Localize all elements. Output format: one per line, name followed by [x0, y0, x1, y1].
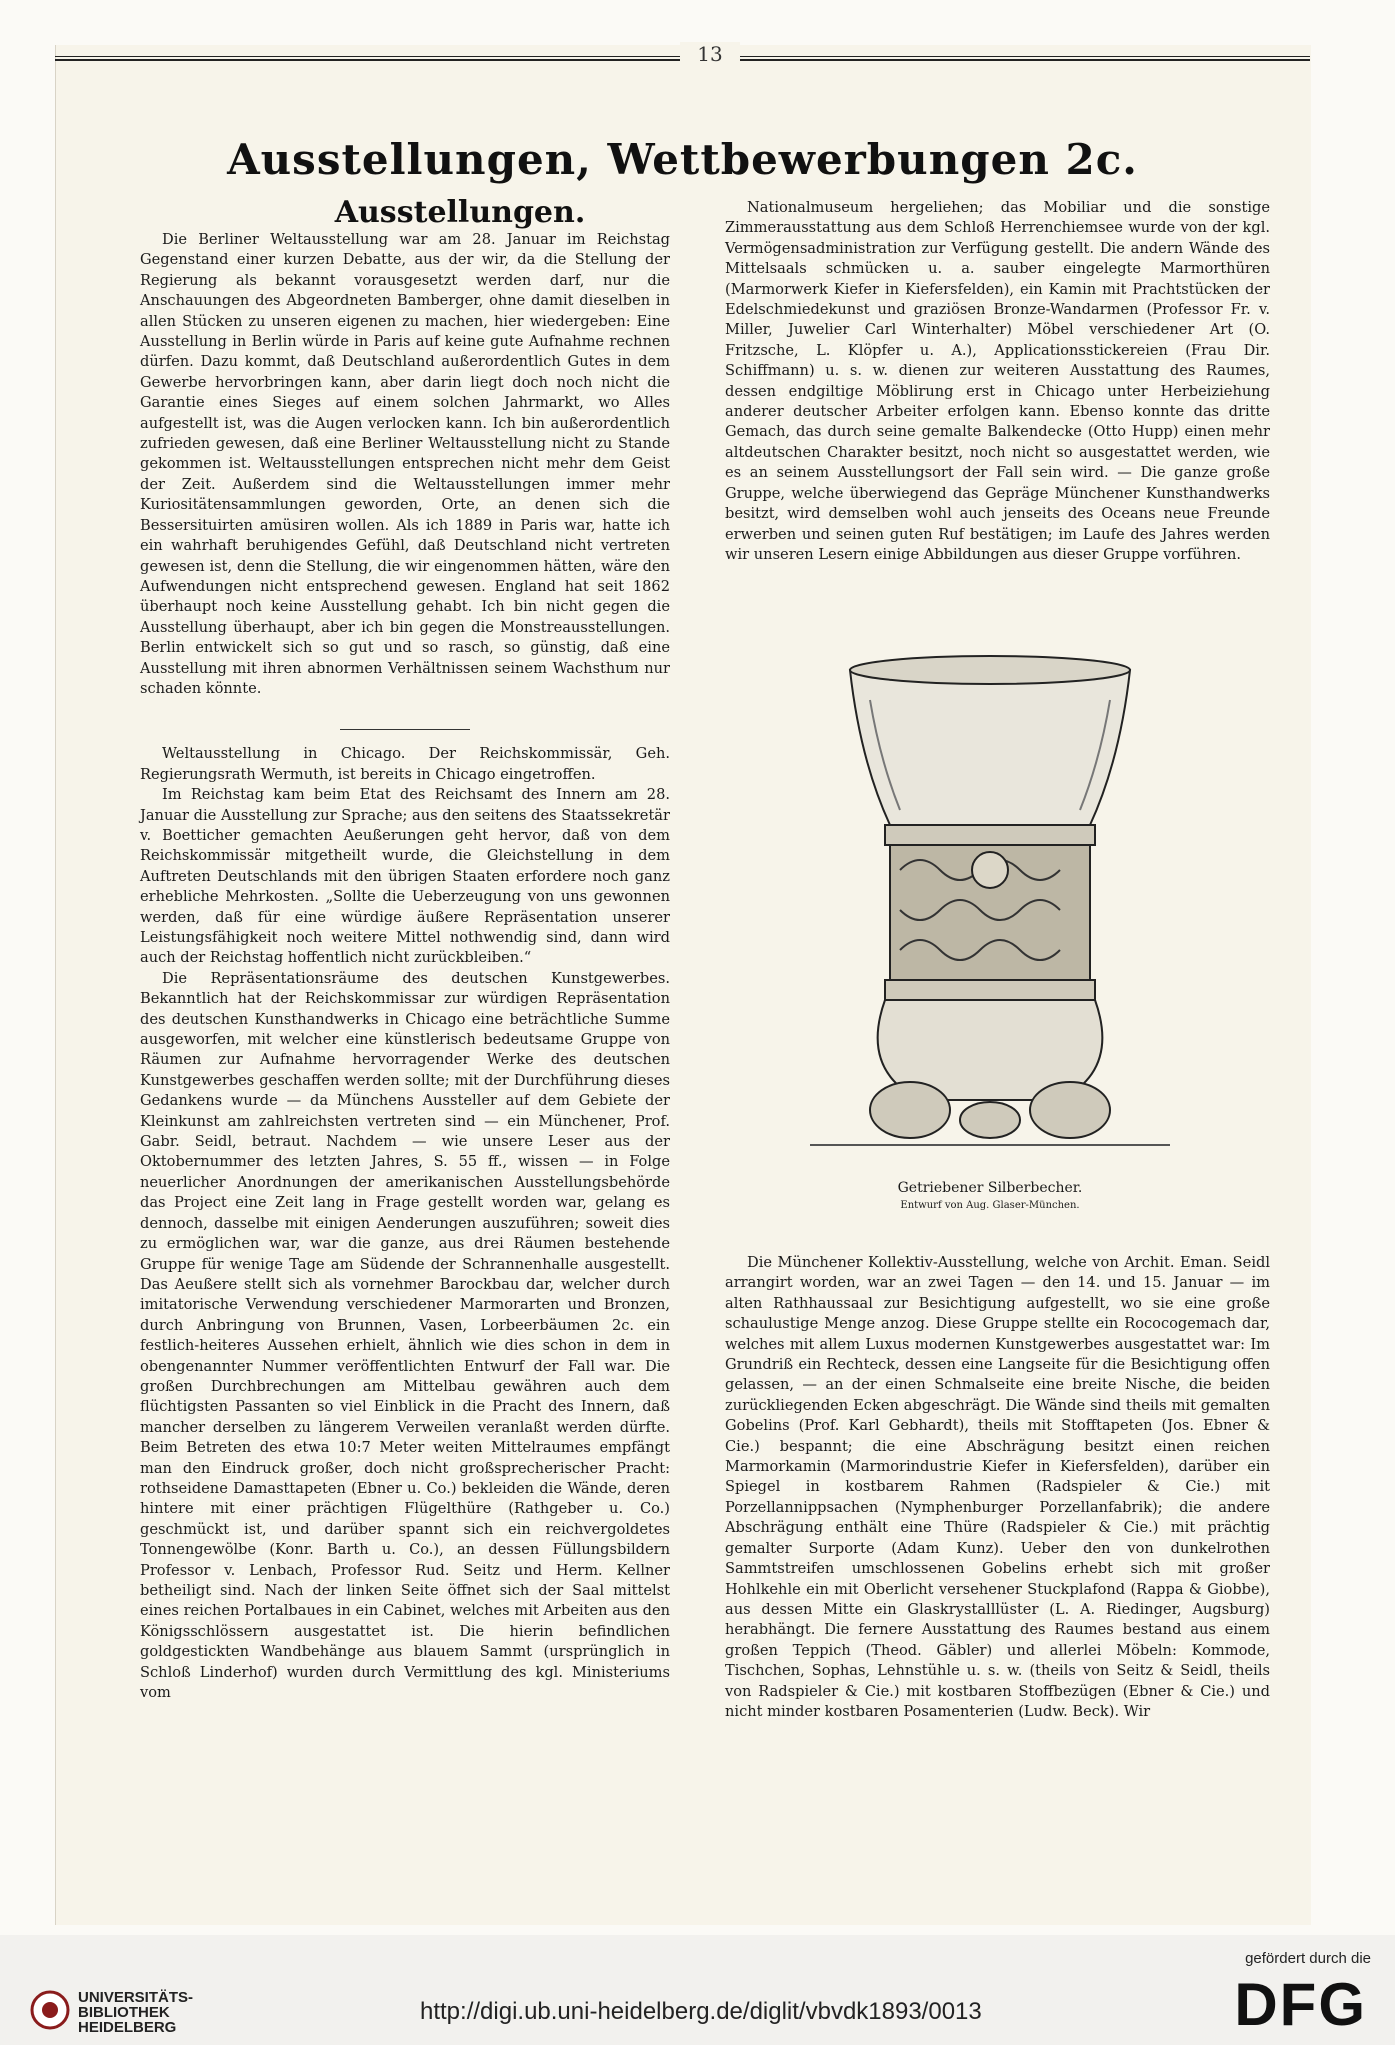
paragraph-representation-rooms: Die Repräsentationsräume des deutschen Kunstgewerbes. Bekanntlich hat der Reichskommissar zur würdigen Repräsentation des deutschen Kunsthandwerks in Chicago eine beträchtliche Summe ausgeworfen, mit welcher eine künstlerisch bedeutsame Gruppe von Räumen zur Aufnahme hervorragender Werke des deutschen Kunstgewerbes geschaffen werden sollte; mit der Durchführung dieses Gedankens wurde — da Münchens Aussteller auf dem Gebiete der Kleinkunst am zahlreichsten vertreten sind — ein Münchener, Prof. Gabr. Seidl, betraut. Nachdem — wie unsere Leser aus der Oktobernummer des letzten Jahres, S. 55 ff., wissen — in Folge neuerlicher Anordnungen der amerikanischen Ausstellungsbehörde das Project eine Zeit lang in Frage gestellt worden war, gelang es dennoch, dasselbe mit einigen Aenderungen auszuführen; soweit dies zu ermöglichen war, war die ganze, aus drei Räumen bestehende Gruppe für wenige Tage am Südende der Schrannenhalle ausgestellt. Das Aeußere stellt sich als vornehmer Barockbau dar, welcher durch imitatorische Verwendung verschiedener Marmorarten und Bronzen, durch Anbringung von Brunnen, Vasen, Lorbeerbäumen 2c. ein festlich-heiteres Aussehen erhielt, ähnlich wie dies schon in dem in obengenannter Nummer veröffentlichten Entwurf der Fall war. Die großen Durchbrechungen am Mittelbau gewähren auch dem flüchtigsten Passanten so viel Einblick in die Pracht des Innern, daß mancher derselben zu längerem Verweilen veranlaßt werden dürfte. Beim Betreten des etwa 10:7 Meter weiten Mittelraumes empfängt man den Eindruck großer, doch nicht großsprecherischer Pracht: rothseidene Damasttapeten (Ebner u. Co.) bekleiden die Wände, deren hintere mit einer prächtigen Flügelthüre (Rathgeber u. Co.) geschmückt ist, und darüber spannt sich ein reichvergoldetes Tonnengewölbe (Konr. Barth u. Co.), an dessen Füllungsbildern Professor v. Lenbach, Professor Rud. Seitz und Herm. Kellner betheiligt sind. Nach der linken Seite öffnet sich der Saal mittelst eines reichen Portalbaues in ein Cabinet, welches mit Arbeiten aus den Königsschlössern ausgestattet ist. Die hierin befindlichen goldgestickten Wandbehänge aus blauem Sammt (ursprünglich in Schloß Linderhof) wurden durch Vermittlung des kgl. Ministeriums vom: [140, 969, 670, 1702]
dfg-logo: DFG: [1234, 1971, 1367, 2038]
institution-name: UNIVERSITÄTS- BIBLIOTHEK HEIDELBERG: [78, 1989, 194, 2036]
left-column: [140, 230, 670, 1703]
footer-bar: [0, 1935, 1395, 2045]
section-title: Ausstellungen.: [334, 195, 586, 230]
funding-note: gefördert durch die: [1245, 1950, 1371, 1967]
paragraph-chicago-exhibition: Weltausstellung in Chicago. Der Reichskommissär, Geh. Regierungsrath Wermuth, ist bereits in Chicago eingetroffen.: [140, 745, 670, 783]
caption-credit: Entwurf von Aug. Glaser-München.: [900, 1200, 1080, 1211]
university-seal-icon: [30, 1990, 70, 2030]
paragraph-berlin-exhibition: Die Berliner Weltausstellung war am 28. Januar im Reichstag Gegenstand einer kurzen Debatte, aus der wir, da die Stellung der Regierung als bekannt vorausgesetzt werden darf, nur die Anschauungen des Abgeordneten Bamberger, ohne damit dieselben in allen Stücken zu unseren eigenen zu machen, hier wiedergeben: Eine Ausstellung in Berlin würde in Paris auf keine gute Aufnahme rechnen dürfen. Dazu kommt, daß Deutschland außerordentlich Gutes in dem Gewerbe hervorbringen kann, aber darin liegt doch noch nicht die Garantie eines Sieges auf einem solchen Jahrmarkt, wo Alles aufgestellt ist, was die Augen verlocken kann. Ich bin außerordentlich zufrieden gewesen, daß eine Berliner Weltausstellung nicht zu Stande gekommen ist. Weltausstellungen entsprechen nicht mehr dem Geist der Zeit. Außerdem sind die Weltausstellungen immer mehr Kuriositätensammlungen geworden, Orte, an denen sich die Bessersituirten amüsiren wollen. Als ich 1889 in Paris war, hatte ich ein wahrhaft beruhigendes Gefühl, daß Deutschland nicht vertreten gewesen ist, denn die Stellung, die wir eingenommen hätten, wäre den Aufwendungen nicht entsprechend gewesen. England hat seit 1862 überhaupt noch keine Ausstellung gehabt. Ich bin nicht gegen die Ausstellung überhaupt, aber ich bin gegen die Monstreausstellungen. Berlin entwickelt sich so gut und so rasch, so günstig, daß eine Ausstellung mit ihren abnormen Verhältnissen seinem Wachsthum nur schaden könnte.: [140, 231, 670, 697]
caption-title: Getriebener Silberbecher.: [897, 1180, 1083, 1196]
paragraph-national-museum: Nationalmuseum hergeliehen; das Mobiliar und die sonstige Zimmerausstattung aus dem Schloß Herrenchiemsee wurde von der kgl. Vermögensadministration zur Verfügung gestellt. Die andern Wände des Mittelsaals schmücken u. a. sauber eingelegte Marmorthüren (Marmorwerk Kiefer in Kiefersfelden), ein Kamin mit Prachtstücken der Edelschmiedekunst und graziösen Bronze-Wandarmen (Professor Fr. v. Miller, Juwelier Carl Winterhalter) Möbel verschiedener Art (O. Fritzsche, L. Klöpfer u. A.), Applicationsstickereien (Frau Dir. Schiffmann) u. s. w. dienen zur weiteren Ausstattung des Raumes, dessen endgiltige Möblirung erst in Chicago unter Herbeiziehung anderer deutscher Arbeiter erfolgen kann. Ebenso konnte das dritte Gemach, das durch seine gemalte Balkendecke (Otto Hupp) einen mehr altdeutschen Charakter besitzt, noch nicht so ausgestattet werden, wie es an seinem Ausstellungsort der Fall sein wird. — Die ganze große Gruppe, welche überwiegend das Gepräge Münchener Kunsthandwerks besitzt, wird demselben wohl auch jenseits des Oceans neue Freunde erwerben und seinen guten Ruf bestätigen; im Laufe des Jahres werden wir unseren Lesern einige Abbildungen aus dieser Gruppe vorführen.: [725, 199, 1270, 563]
page-title: Ausstellungen, Wettbewerbungen 2c.: [227, 135, 1138, 184]
silver-cup-illustration: [790, 640, 1190, 1160]
source-url-link[interactable]: http://digi.ub.uni-heidelberg.de/diglit/vbvdk1893/0013: [420, 1998, 982, 2025]
paragraph-munich-collective: Die Münchener Kollektiv-Ausstellung, welche von Archit. Eman. Seidl arrangirt worden, war an zwei Tagen — den 14. und 15. Januar — im alten Rathhaussaal zur Besichtigung aufgestellt, wo sie eine große schaulustige Menge anzog. Diese Gruppe stellte ein Rococogemach dar, welches mit allem Luxus modernen Kunstgewerbes ausgestattet war: Im Grundriß ein Rechteck, dessen eine Langseite für die Besichtigung offen gelassen, — an der einen Schmalseite eine breite Nische, die beiden zurückliegenden Ecken abgeschrägt. Die Wände sind theils mit gemalten Gobelins (Prof. Karl Gebhardt), theils mit Stofftapeten (Jos. Ebner & Cie.) bespannt; die eine Abschrägung besitzt einen reichen Marmorkamin (Marmorindustrie Kiefer in Kiefersfelden), darüber ein Spiegel in kostbarem Rahmen (Radspieler & Cie.) mit Porzellannippsachen (Nymphenburger Porzellanfabrik); die andere Abschrägung enthält eine Thüre (Radspieler & Cie.) mit prächtig gemalter Surporte (Adam Kunz). Ueber den von dunkelrothen Sammtstreifen umschlossenen Gobelins erhebt sich mit großer Hohlkehle ein mit Oberlicht versehener Stuckplafond (Rappa & Giobbe), aus dessen Mitte ein Glaskrystalllüster (L. A. Riedinger, Augsburg) herabhängt. Die fernere Ausstattung des Raumes bestand aus einem großen Teppich (Theod. Gäbler) und allerlei Möbeln: Kommode, Tischchen, Sophas, Lehnstühle u. s. w. (theils von Seitz & Seidl, theils von Radspieler & Cie.) mit kostbaren Stoffbezügen (Ebner & Cie.) und nicht minder kostbaren Posamenterien (Ludw. Beck). Wir: [725, 1254, 1270, 1720]
figure-caption: [775, 1180, 1205, 1211]
section-divider: [340, 729, 470, 730]
paragraph-reichstag: Im Reichstag kam beim Etat des Reichsamt des Innern am 28. Januar die Ausstellung zur Sprache; aus den seitens des Staatssekretär v. Boetticher gemachten Aeußerungen geht hervor, daß von dem Reichskommissär mitgetheilt wurde, die Gleichstellung in dem Auftreten Deutschlands mit den übrigen Staaten erfordere noch ganz erhebliche Mehrkosten. „Sollte die Ueberzeugung von uns gewonnen werden, daß für eine würdige äußere Repräsentation unserer Leistungsfähigkeit noch weitere Mittel nothwendig sind, dann wird auch der Reichstag hoffentlich nicht zurückbleiben.“: [140, 786, 670, 967]
page-number: 13: [680, 42, 740, 66]
